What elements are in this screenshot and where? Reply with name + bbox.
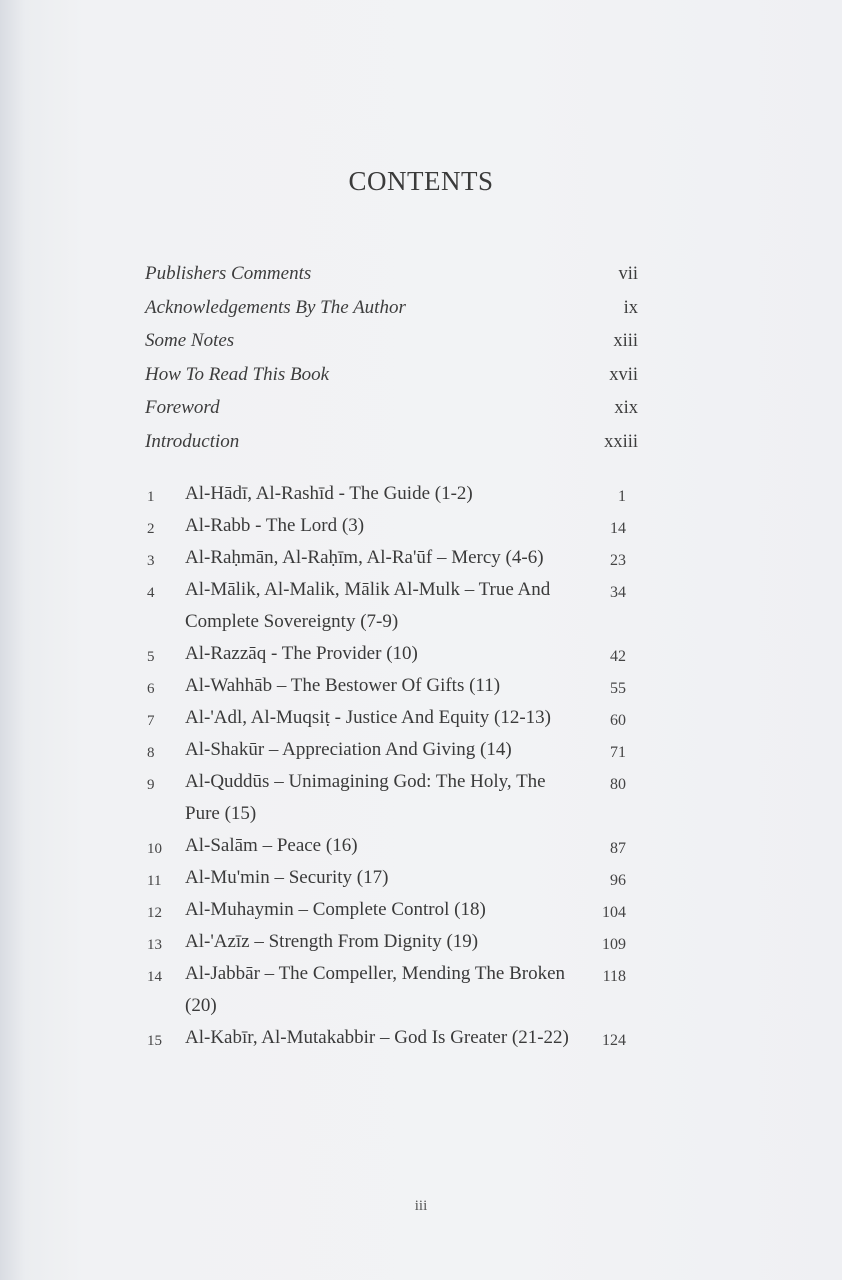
chapter-entry [145, 862, 638, 894]
entry-page-number: vii [618, 264, 638, 284]
chapter-page-number: 87 [610, 840, 626, 857]
chapter-page-number: 14 [610, 520, 626, 537]
chapter-entry [145, 510, 638, 542]
chapter-title: Al-Quddūs – Unimagining God: The Holy, The Pure (15) [185, 771, 546, 824]
chapter-number: 2 [147, 521, 155, 537]
chapter-title: Al-Wahhāb – The Bestower Of Gifts (11) [185, 675, 501, 696]
chapter-number: 15 [147, 1033, 162, 1049]
entry-page-number: xvii [609, 364, 638, 385]
chapter-entry [145, 1022, 638, 1054]
chapter-number: 13 [147, 937, 162, 953]
chapter-number: 4 [147, 585, 155, 601]
front-matter-entry [145, 296, 638, 330]
entry-title: Some Notes [145, 330, 235, 351]
chapter-entry [145, 574, 638, 638]
entry-title: Introduction [145, 430, 240, 452]
chapter-page-number: 118 [602, 968, 626, 985]
chapter-title: Al-Kabīr, Al-Mutakabbir – God Is Greater (21-22) [185, 1027, 569, 1048]
front-matter-entry [145, 262, 638, 296]
page-folio: iii [414, 1198, 428, 1214]
chapter-page-number: 124 [602, 1032, 626, 1049]
chapter-title: Al-Mālik, Al-Malik, Mālik Al-Mulk – True And Complete Sovereignty (7-9) [185, 579, 551, 632]
chapter-title: Al-Salām – Peace (16) [185, 835, 358, 856]
entry-title: Foreword [145, 397, 220, 418]
chapter-title: Al-Raḥmān, Al-Raḥīm, Al-Ra'ūf – Mercy (4-6) [185, 547, 544, 568]
chapter-page-number: 60 [610, 712, 626, 729]
chapter-list [145, 478, 638, 1054]
chapter-title: Al-Mu'min – Security (17) [185, 867, 389, 888]
front-matter-entry [145, 363, 638, 397]
chapter-entry [145, 702, 638, 734]
chapter-page-number: 109 [602, 936, 626, 953]
entry-page-number: xxiii [604, 431, 638, 452]
chapter-title: Al-'Azīz – Strength From Dignity (19) [185, 931, 479, 952]
entry-page-number: xiii [613, 331, 638, 351]
chapter-title: Al-Hādī, Al-Rashīd - The Guide (1-2) [185, 483, 473, 504]
chapter-entry [145, 638, 638, 670]
chapter-entry [145, 478, 638, 510]
chapter-number: 9 [147, 777, 155, 793]
page-title: CONTENTS [348, 166, 494, 196]
front-matter-entry [145, 396, 638, 430]
chapter-page-number: 34 [610, 584, 626, 601]
chapter-entry [145, 894, 638, 926]
chapter-number: 12 [147, 905, 162, 921]
front-matter-entry [145, 430, 638, 464]
front-matter-entry [145, 329, 638, 363]
chapter-entry [145, 542, 638, 574]
entry-title: Acknowledgements By The Author [145, 296, 406, 318]
chapter-page-number: 42 [610, 648, 626, 665]
chapter-title: Al-Muhaymin – Complete Control (18) [185, 899, 486, 920]
chapter-entry [145, 734, 638, 766]
chapter-entry [145, 830, 638, 862]
front-matter-list [145, 262, 638, 463]
chapter-number: 5 [147, 649, 155, 665]
chapter-number: 10 [147, 841, 162, 857]
chapter-entry [145, 926, 638, 958]
chapter-page-number: 71 [610, 744, 626, 761]
chapter-number: 1 [147, 489, 155, 505]
chapter-page-number: 55 [610, 680, 626, 697]
chapter-page-number: 104 [602, 904, 626, 921]
chapter-entry [145, 766, 638, 830]
chapter-page-number: 96 [610, 872, 626, 889]
chapter-page-number: 80 [610, 776, 626, 793]
chapter-title: Al-Jabbār – The Compeller, Mending The Broken (20) [185, 963, 566, 1016]
chapter-title: Al-Rabb - The Lord (3) [185, 515, 365, 536]
chapter-title: Al-Shakūr – Appreciation And Giving (14) [185, 739, 512, 760]
chapter-entry [145, 958, 638, 1022]
chapter-page-number: 1 [618, 488, 626, 505]
chapter-title: Al-'Adl, Al-Muqsiṭ - Justice And Equity (12-13) [185, 707, 551, 728]
entry-title: Publishers Comments [145, 263, 312, 284]
chapter-number: 6 [147, 681, 155, 697]
chapter-number: 14 [147, 969, 162, 985]
entry-title: How To Read This Book [145, 363, 330, 385]
chapter-number: 7 [147, 713, 155, 729]
chapter-title: Al-Razzāq - The Provider (10) [185, 643, 418, 664]
chapter-page-number: 23 [610, 552, 626, 569]
chapter-number: 8 [147, 745, 155, 761]
chapter-number: 11 [147, 873, 162, 889]
entry-page-number: xix [614, 398, 638, 418]
entry-page-number: ix [623, 297, 638, 318]
chapter-number: 3 [147, 553, 155, 569]
chapter-entry [145, 670, 638, 702]
